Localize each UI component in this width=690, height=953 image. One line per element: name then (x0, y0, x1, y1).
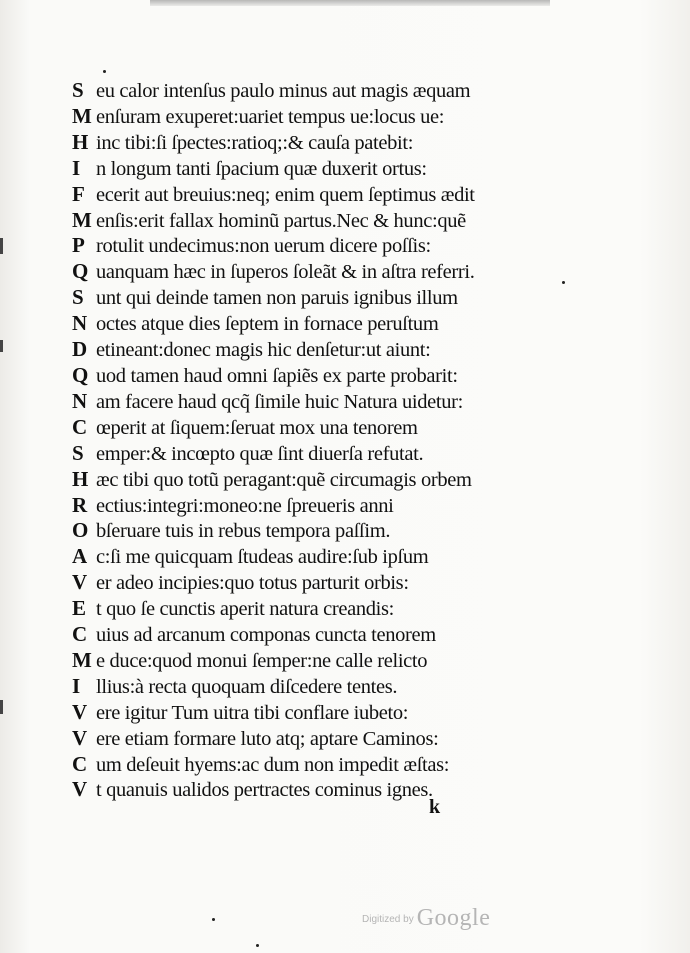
google-logo: Google (416, 905, 491, 931)
initial-letter: M (72, 207, 92, 232)
verse-line-text: unt qui deinde tamen non paruis ignibus illum (96, 287, 458, 310)
initial-letter: A (72, 544, 87, 569)
initial-letter: R (72, 492, 87, 517)
verse-line (72, 467, 542, 493)
ink-speck (212, 918, 215, 921)
initial-letter: H (72, 466, 88, 491)
initial-letter: P (72, 233, 85, 258)
verse-line-text: ere igitur Tum uitra tibi conflare iubeto: (96, 701, 409, 724)
verse-line-text: œperit at ſiquem:ſeruat mox una tenorem (96, 416, 418, 439)
verse-line-text: uius ad arcanum componas cuncta tenorem (96, 624, 436, 647)
verse-line-text: æc tibi quo totũ peragant:quẽ circumagis orbem (96, 468, 472, 491)
verse-line (72, 363, 542, 389)
verse-line-text: e duce:quod monui ſemper:ne calle relicto (96, 649, 428, 672)
verse-text-block (72, 78, 542, 803)
verse-line-text: ecerit aut breuius:neq; enim quem ſeptimus ædit (96, 183, 475, 206)
verse-line-text: am facere haud qcq̃ ſimile huic Natura uidetur: (96, 390, 463, 413)
verse-line-text: er adeo incipies:quo totus parturit orbis: (96, 572, 409, 595)
verse-line-text: enſis:erit fallax hominũ partus.Nec & hunc:quẽ (96, 209, 466, 232)
verse-line (72, 156, 542, 182)
verse-line-text: octes atque dies ſeptem in fornace peruſtum (96, 313, 439, 336)
verse-line-text: emper:& incœpto quæ ſint diuerſa refutat. (96, 442, 424, 465)
watermark-prefix: Digitized by (362, 914, 414, 925)
initial-letter: I (72, 155, 80, 180)
initial-letter: S (72, 285, 84, 310)
verse-line-text: n longum tanti ſpacium quæ duxerit ortus: (96, 157, 427, 180)
verse-line (72, 493, 542, 519)
verse-line (72, 752, 542, 778)
initial-letter: I (72, 673, 80, 698)
ink-speck (103, 70, 106, 73)
verse-line (72, 415, 542, 441)
verse-line-text: c:ſi me quicquam ſtudeas audire:ſub ipſum (96, 546, 429, 569)
initial-letter: M (72, 103, 92, 128)
verse-line (72, 518, 542, 544)
initial-letter: Q (72, 259, 88, 284)
verse-line (72, 700, 542, 726)
verse-line-text: enſuram exuperet:uariet tempus ue:locus ue: (96, 105, 445, 128)
verse-line (72, 674, 542, 700)
initial-letter: N (72, 311, 87, 336)
verse-line (72, 544, 542, 570)
initial-letter: D (72, 337, 87, 362)
binding-mark (0, 340, 3, 352)
verse-line-text: bſeruare tuis in rebus tempora paſſim. (96, 520, 391, 543)
catchword: k (429, 796, 441, 818)
verse-line (72, 726, 542, 752)
verse-line (72, 208, 542, 234)
verse-line-text: rotulit undecimus:non uerum dicere poſſis: (96, 235, 431, 258)
verse-line-text: llius:à recta quoquam diſcedere tentes. (96, 675, 398, 698)
initial-letter: S (72, 78, 84, 102)
binding-mark (0, 700, 3, 714)
verse-line-text: inc tibi:ſi ſpectes:ratioq;:& cauſa patebit: (96, 131, 414, 154)
initial-letter: H (72, 129, 88, 154)
initial-letter: E (72, 596, 86, 621)
verse-line (72, 259, 542, 285)
verse-line (72, 596, 542, 622)
verse-line-text: uod tamen haud omni ſapiẽs ex parte probarit: (96, 364, 458, 387)
verse-line (72, 337, 542, 363)
digitized-watermark (362, 905, 490, 932)
verse-line-text: etineant:donec magis hic denſetur:ut aiunt: (96, 339, 431, 362)
verse-line-text: uanquam hæc in ſuperos ſoleãt & in aſtra referri. (96, 261, 475, 284)
initial-letter: S (72, 440, 84, 465)
verse-line-text: t quanuis ualidos pertractes cominus ignes. (96, 779, 433, 802)
initial-letter: N (72, 388, 87, 413)
verse-line (72, 104, 542, 130)
initial-letter: C (72, 622, 87, 647)
initial-letter: Q (72, 362, 88, 387)
verse-line-text: ectius:integri:moneo:ne ſpreueris anni (96, 494, 394, 517)
initial-letter: V (72, 699, 87, 724)
binding-mark (0, 238, 3, 254)
initial-letter: F (72, 181, 85, 206)
initial-letter: C (72, 414, 87, 439)
verse-line (72, 777, 542, 803)
ink-speck (256, 944, 259, 947)
verse-line (72, 233, 542, 259)
verse-line (72, 182, 542, 208)
verse-line-text: um deſeuit hyems:ac dum non impedit æſtas: (96, 753, 450, 776)
verse-line-text: eu calor intenſus paulo minus aut magis æquam (96, 80, 471, 102)
verse-line (72, 441, 542, 467)
initial-letter: O (72, 518, 88, 543)
verse-line (72, 389, 542, 415)
page-top-edge (150, 0, 550, 6)
verse-line-text: t quo ſe cunctis aperit natura creandis: (96, 598, 394, 621)
verse-line (72, 622, 542, 648)
initial-letter: C (72, 751, 87, 776)
verse-line (72, 78, 542, 104)
verse-line-text: ere etiam formare luto atq; aptare Caminos: (96, 727, 439, 750)
verse-line (72, 285, 542, 311)
initial-letter: V (72, 570, 87, 595)
initial-letter: V (72, 725, 87, 750)
verse-line (72, 130, 542, 156)
initial-letter: V (72, 777, 87, 802)
ink-speck (562, 281, 565, 284)
verse-line (72, 570, 542, 596)
initial-letter: M (72, 647, 92, 672)
verse-line (72, 648, 542, 674)
verse-line (72, 311, 542, 337)
